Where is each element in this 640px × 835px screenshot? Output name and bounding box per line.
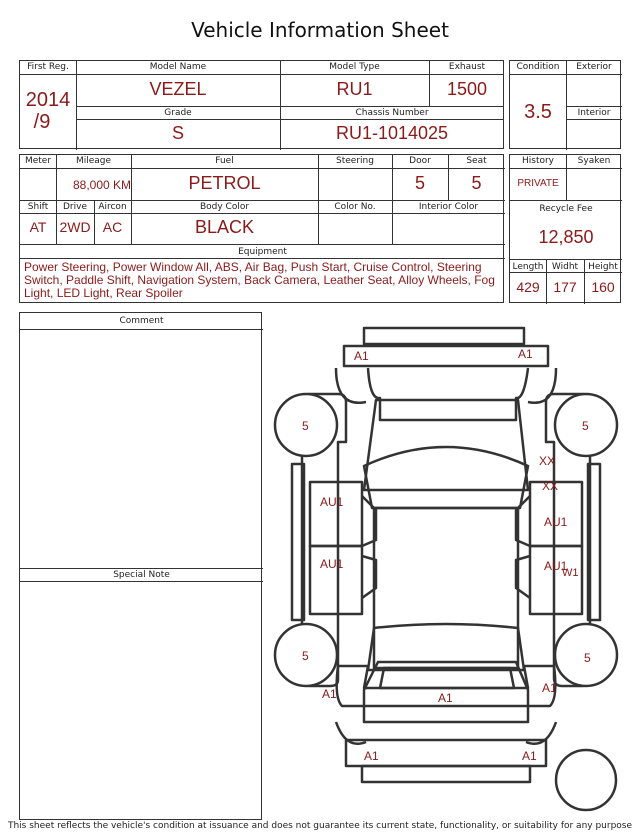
mark-tire-fr: 5 [582, 419, 589, 433]
equipment-label: Equipment [238, 247, 287, 257]
chassis-label: Chassis Number [355, 108, 429, 118]
fuel-value: PETROL [188, 173, 261, 193]
front-bumper [364, 328, 524, 344]
mileage-label: Mileage [75, 156, 112, 166]
roof [374, 508, 518, 668]
model-type-label: Model Type [329, 62, 380, 72]
recycle-fee-label: Recycle Fee [539, 204, 593, 214]
syaken-label: Syaken [577, 156, 611, 166]
mark-tire-fl: 5 [302, 419, 309, 433]
seat-value: 5 [471, 173, 482, 193]
equipment-value: Power Steering, Power Window All, ABS, Air Bag, Push Start, Cruise Control, Steering Switch, Paddle Shift, Navigation System, Back Camera, Leather Seat, Alloy Wheels, Fog Light, LED Light, Rear Spoiler [24, 260, 495, 300]
height-value: 160 [591, 279, 615, 295]
windshield [364, 447, 528, 508]
condition-label: Condition [516, 62, 560, 72]
color-no-label: Color No. [334, 202, 376, 212]
mark-tire-rl: 5 [302, 649, 309, 663]
exhaust-value: 1500 [446, 79, 488, 99]
comment-box [19, 312, 262, 820]
exhaust-label: Exhaust [448, 62, 486, 72]
mark-door-rr-extra: W1 [562, 567, 579, 579]
history-label: History [521, 156, 555, 166]
model-name-value: VEZEL [149, 79, 207, 99]
interior-label: Interior [577, 108, 611, 118]
mark-fender-r2: XX [542, 479, 559, 493]
mark-trunk: A1 [438, 691, 453, 705]
mark-door-fr: AU1 [544, 515, 568, 529]
first-reg-month: /9 [33, 111, 51, 133]
first-reg-label: First Reg. [27, 62, 69, 72]
exterior-label: Exterior [576, 62, 612, 72]
steering-label: Steering [336, 156, 374, 166]
width-label: Widht [551, 262, 579, 272]
mark-tire-rr: 5 [584, 651, 591, 665]
aircon-value: AC [102, 219, 123, 235]
mark-front-right: A1 [518, 347, 533, 361]
mark-rear-left: A1 [364, 749, 379, 763]
mark-fender-r1: XX [539, 454, 556, 468]
left-front-door [310, 482, 362, 546]
right-rear-door [530, 546, 582, 614]
door-label: Door [409, 156, 431, 166]
mileage-value: 88,000 KM [72, 178, 132, 192]
drive-value: 2WD [59, 219, 91, 235]
car-damage-diagram [266, 320, 626, 820]
mark-quarter-left: A1 [322, 687, 337, 701]
length-value: 429 [516, 279, 540, 295]
page-title: Vehicle Information Sheet [191, 18, 449, 42]
shift-label: Shift [27, 202, 49, 212]
interior-color-label: Interior Color [418, 202, 479, 212]
mark-front-left: A1 [354, 349, 369, 363]
mark-door-fl: AU1 [320, 495, 344, 509]
mark-door-rl: AU1 [320, 557, 344, 571]
body-color-label: Body Color [199, 202, 250, 212]
special-note-label: Special Note [113, 570, 170, 580]
history-value: PRIVATE [517, 178, 559, 189]
shift-value: AT [29, 219, 47, 235]
body-color-value: BLACK [194, 217, 255, 237]
model-name-label: Model Name [149, 62, 207, 72]
comment-label: Comment [119, 316, 164, 326]
condition-value: 3.5 [524, 101, 552, 123]
grade-label: Grade [164, 108, 192, 118]
door-value: 5 [414, 173, 425, 193]
condition-box [509, 60, 621, 149]
width-value: 177 [553, 279, 577, 295]
drive-label: Drive [63, 202, 87, 212]
rear-bumper [362, 766, 530, 782]
mark-quarter-right: A1 [542, 681, 557, 695]
length-label: Length [512, 262, 544, 272]
chassis-value: RU1-1014025 [335, 123, 449, 143]
model-type-value: RU1 [336, 79, 373, 99]
mark-rear-right: A1 [522, 749, 537, 763]
first-reg-year: 2014 [25, 89, 71, 111]
specs-box [19, 154, 504, 303]
spare-tire [556, 750, 616, 810]
fuel-label: Fuel [215, 156, 234, 166]
height-label: Height [588, 262, 618, 272]
history-box [509, 154, 621, 303]
model-info-box [19, 60, 504, 149]
hood [364, 400, 528, 490]
front-hood [368, 368, 528, 420]
mark-door-rr: AU1 [544, 559, 568, 573]
grade-value: S [171, 123, 184, 143]
meter-label: Meter [24, 156, 52, 166]
disclaimer-footer: This sheet reflects the vehicle's condition at issuance and does not guarantee its current state, functionality, or suitability for any purpose [7, 821, 633, 831]
recycle-fee-value: 12,850 [538, 227, 594, 247]
aircon-label: Aircon [98, 202, 127, 212]
seat-label: Seat [466, 156, 487, 166]
